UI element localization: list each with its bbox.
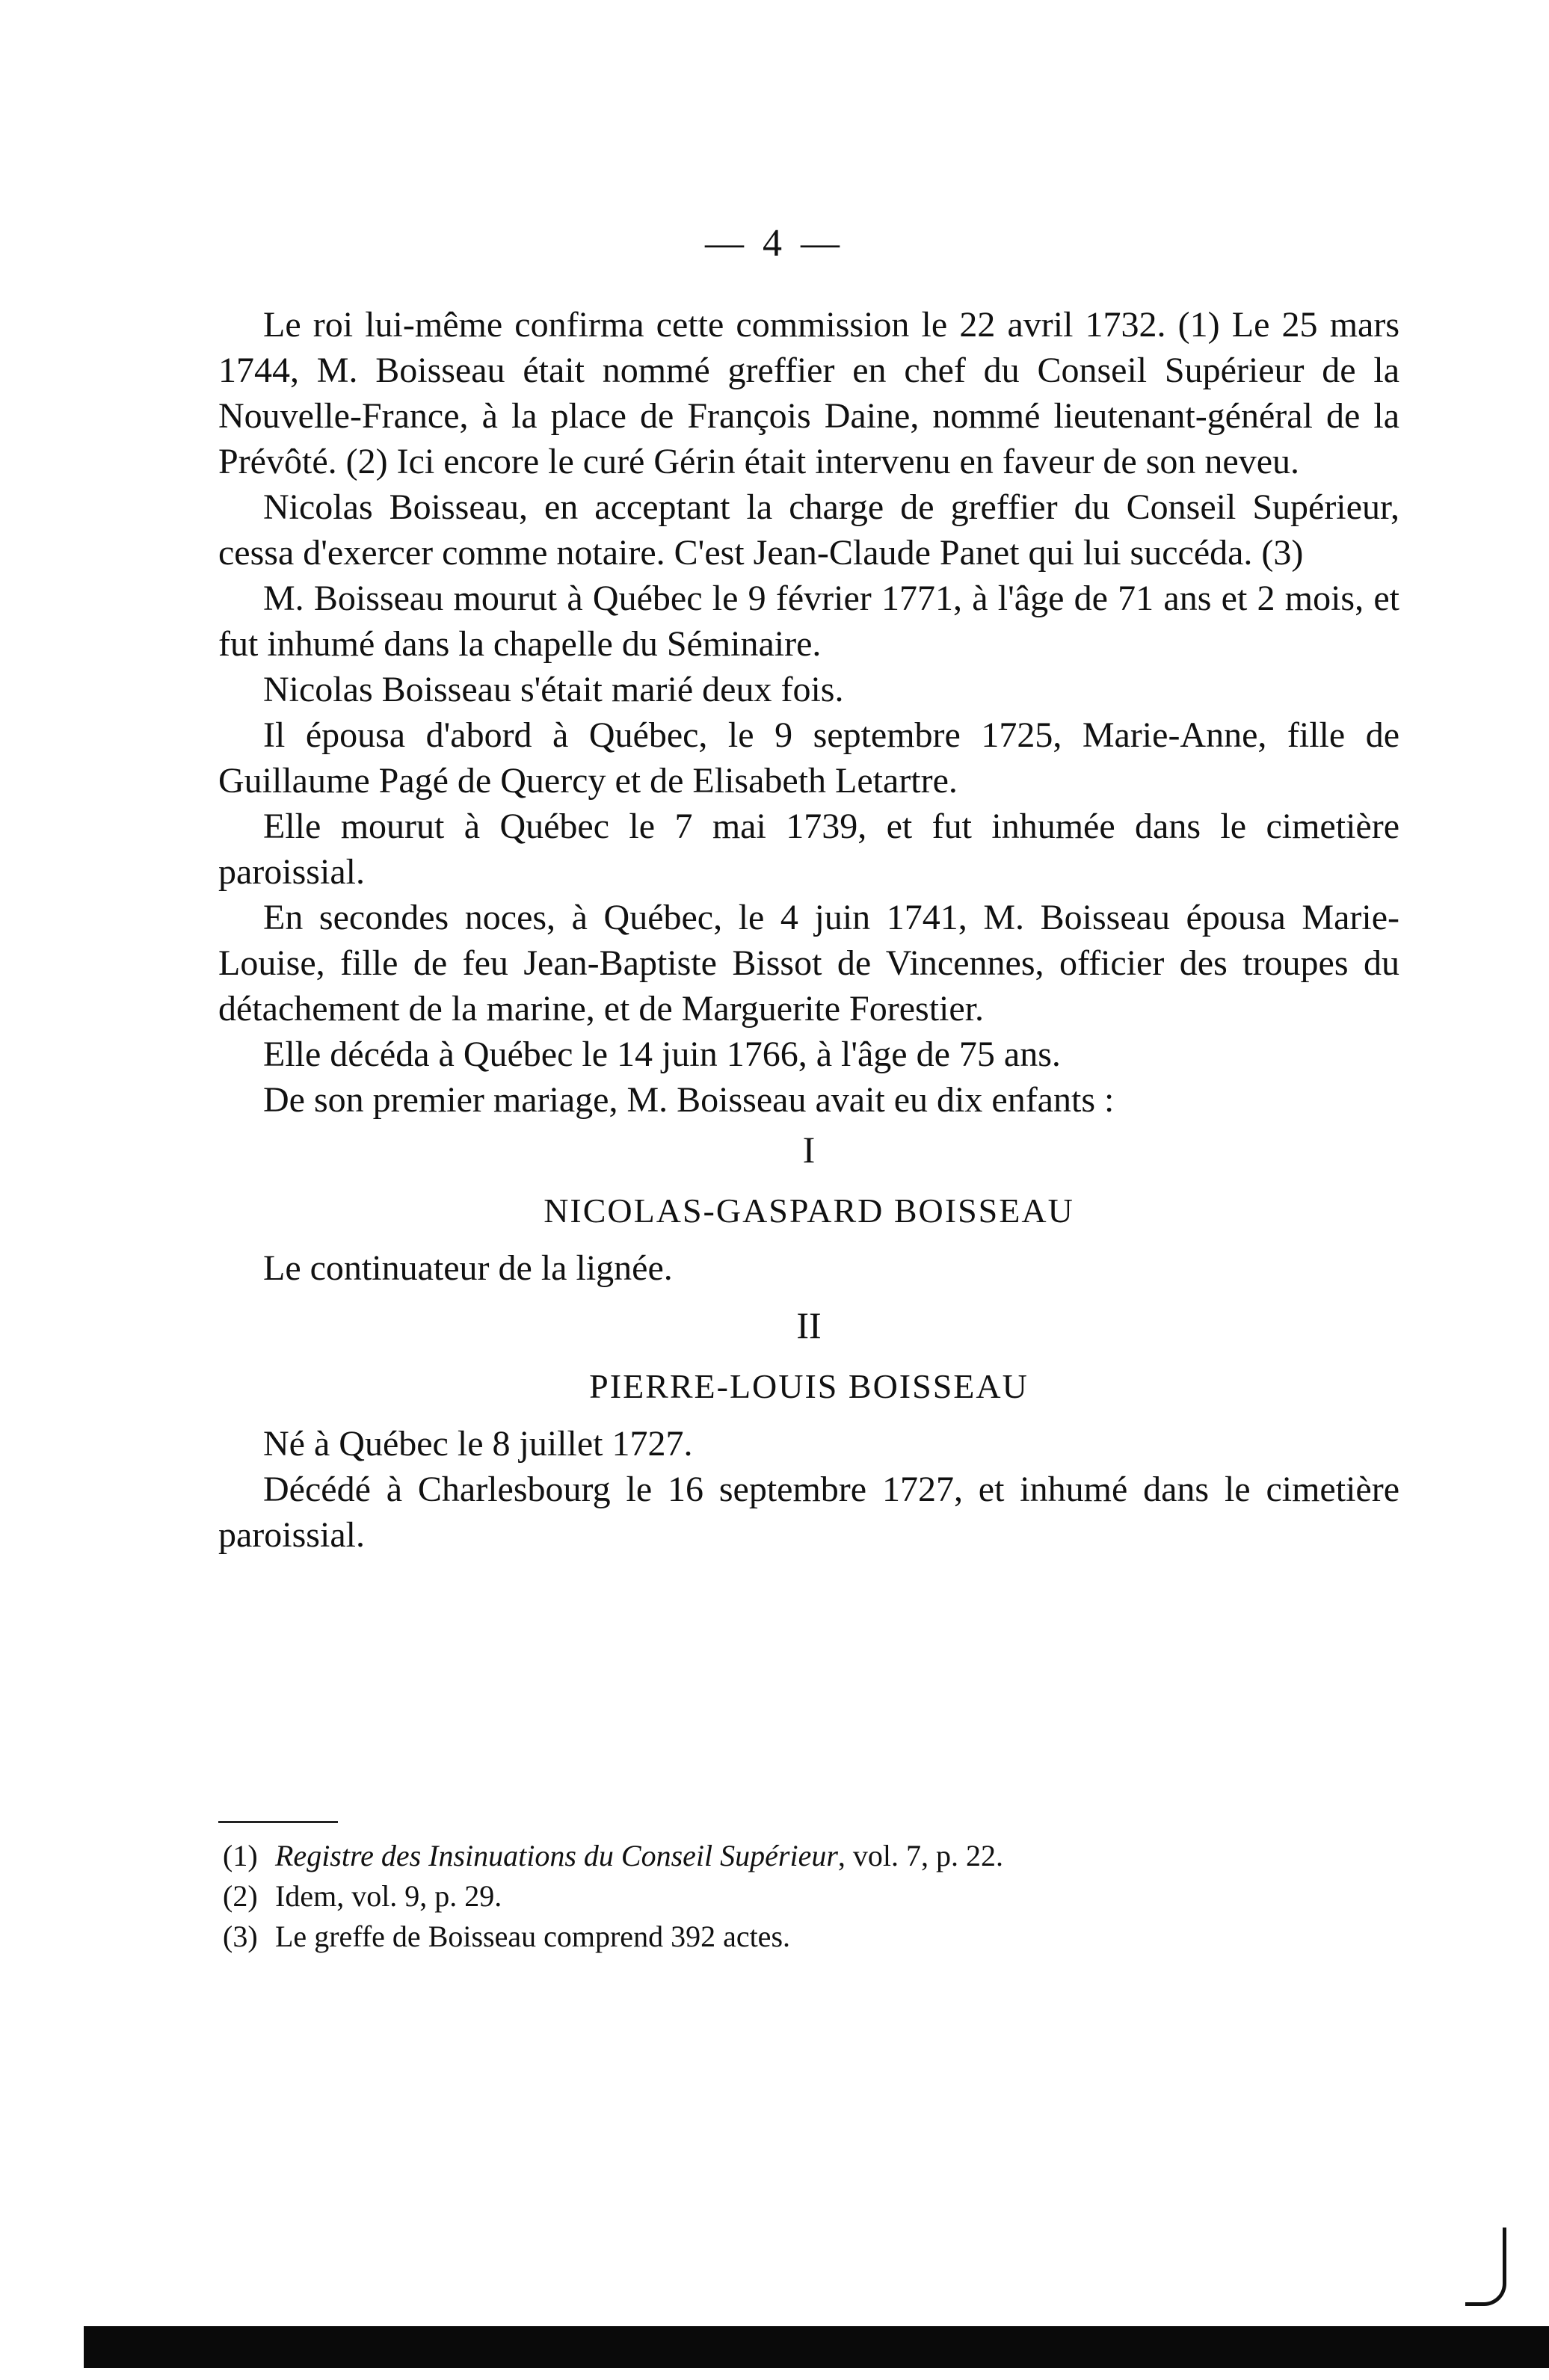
page-number: — 4 — (705, 222, 844, 265)
footnote-number: (1) (223, 1839, 258, 1872)
section-numeral: I (802, 1129, 816, 1171)
paragraph: Nicolas Boisseau, en acceptant la charge de greffier du Conseil Supérieur, cessa d'exercer comme notaire. C'est Jean-Claude Panet qui lui succéda. (3) (218, 487, 1399, 573)
paragraph: Elle mourut à Québec le 7 mai 1739, et fut inhumée dans le cimetière paroissial. (218, 807, 1399, 892)
paragraph: Il épousa d'abord à Québec, le 9 septembre 1725, Marie-Anne, fille de Guillaume Pagé de Quercy et de Elisabeth Letartre. (218, 715, 1399, 801)
footnote (223, 1917, 1344, 1957)
section-numeral: II (796, 1304, 822, 1346)
footnote-number: (2) (223, 1879, 258, 1913)
main-text (218, 302, 1399, 1558)
footnote-divider (218, 1821, 338, 1823)
paragraph: M. Boisseau mourut à Québec le 9 février 1771, à l'âge de 71 ans et 2 mois, et fut inhumé dans la chapelle du Séminaire. (218, 579, 1399, 664)
footnote-number: (3) (223, 1920, 258, 1953)
paragraph: En secondes noces, à Québec, le 4 juin 1741, M. Boisseau épousa Marie-Louise, fille de feu Jean-Baptiste Bissot de Vincennes, officier des troupes du détachement de la marine, et de Marguerite Forestier. (218, 898, 1399, 1029)
section-title: PIERRE-LOUIS BOISSEAU (589, 1367, 1029, 1405)
footnote-title: Registre des Insinuations du Conseil Supérieur (275, 1839, 838, 1872)
scan-border-bar (84, 2326, 1549, 2368)
paragraph: Né à Québec le 8 juillet 1727. (263, 1424, 693, 1464)
paragraph: De son premier mariage, M. Boisseau avait eu dix enfants : (263, 1080, 1115, 1120)
footnotes (223, 1836, 1344, 1957)
page-edge-mark (1465, 2228, 1506, 2306)
paragraph: Décédé à Charlesbourg le 16 septembre 1727, et inhumé dans le cimetière paroissial. (218, 1470, 1399, 1555)
paragraph: Nicolas Boisseau s'était marié deux fois. (263, 670, 844, 709)
footnote-text: Le greffe de Boisseau comprend 392 actes. (275, 1920, 791, 1953)
paragraph: Le continuateur de la lignée. (263, 1248, 673, 1288)
footnote (223, 1836, 1344, 1876)
paragraph: Elle décéda à Québec le 14 juin 1766, à l'âge de 75 ans. (263, 1035, 1061, 1074)
footnote-text: , vol. 7, p. 22. (837, 1839, 1004, 1872)
footnote-text: Idem, vol. 9, p. 29. (275, 1879, 502, 1913)
paragraph: Le roi lui-même confirma cette commission le 22 avril 1732. (1) Le 25 mars 1744, M. Boisseau était nommé greffier en chef du Conseil Supérieur de la Nouvelle-France, à la place de François Daine, nommé lieutenant-général de la Prévôté. (2) Ici encore le curé Gérin était intervenu en faveur de son neveu. (218, 305, 1399, 481)
section-title: NICOLAS-GASPARD BOISSEAU (543, 1191, 1074, 1230)
footnote (223, 1876, 1344, 1917)
